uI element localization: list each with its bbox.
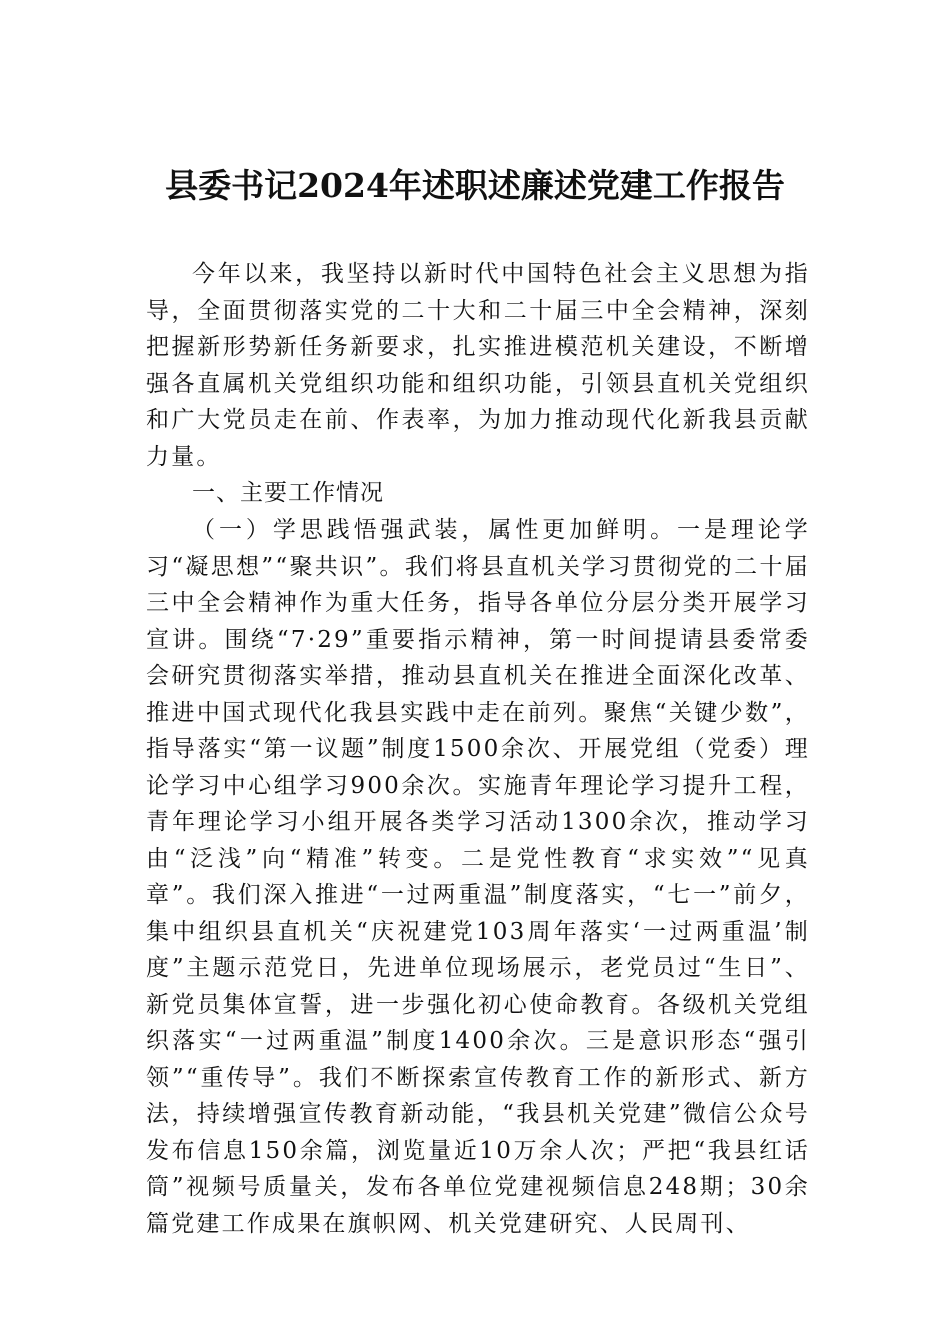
intro-paragraph: 今年以来，我坚持以新时代中国特色社会主义思想为指导，全面贯彻落实党的二十大和二十届三中全会精神，深刻把握新形势新任务新要求，扎实推进模范机关建设，不断增强各直属机关党组织功能和组织功能，引领县直机关党组织和广大党员走在前、作表率，为加力推动现代化新我县贡献力量。 [146,261,810,470]
subsection-paragraph [146,512,810,1242]
document-title: 县委书记2024年述职述廉述党建工作报告 [165,166,785,205]
subsection-lead: （一）学思践悟强武装，属性更加鲜明。 [192,517,678,543]
section-heading: 一、主要工作情况 [192,480,384,506]
subsection-body: 一是理论学习“凝思想”“聚共识”。我们将县直机关学习贯彻党的二十届三中全会精神作为重大任务，指导各单位分层分类开展学习宣讲。围绕“7·29”重要指示精神，第一时间提请县委常委会研究贯彻落实举措，推动县直机关在推进全面深化改革、推进中国式现代化我县实践中走在前列。聚焦“关键少数”，指导落实“第一议题”制度1500余次、开展党组（党委）理论学习中心组学习900余次。实施青年理论学习提升工程，青年理论学习小组开展各类学习活动1300余次，推动学习由“泛浅”向“精准”转变。二是党性教育“求实效”“见真章”。我们深入推进“一过两重温”制度落实，“七一”前夕，集中组织县直机关“庆祝建党103周年落实‘一过两重温’制度”主题示范党日，先进单位现场展示，老党员过“生日”、新党员集体宣誓，进一步强化初心使命教育。各级机关党组织落实“一过两重温”制度1400余次。三是意识形态“强引领”“重传导”。我们不断探索宣传教育工作的新形式、新方法，持续增强宣传教育新动能，“我县机关党建”微信公众号发布信息150余篇，浏览量近10万余人次；严把“我县红话筒”视频号质量关，发布各单位党建视频信息248期；30余篇党建工作成果在旗帜网、机关党建研究、人民周刊、 [146,517,810,1237]
document-body [146,256,810,1242]
